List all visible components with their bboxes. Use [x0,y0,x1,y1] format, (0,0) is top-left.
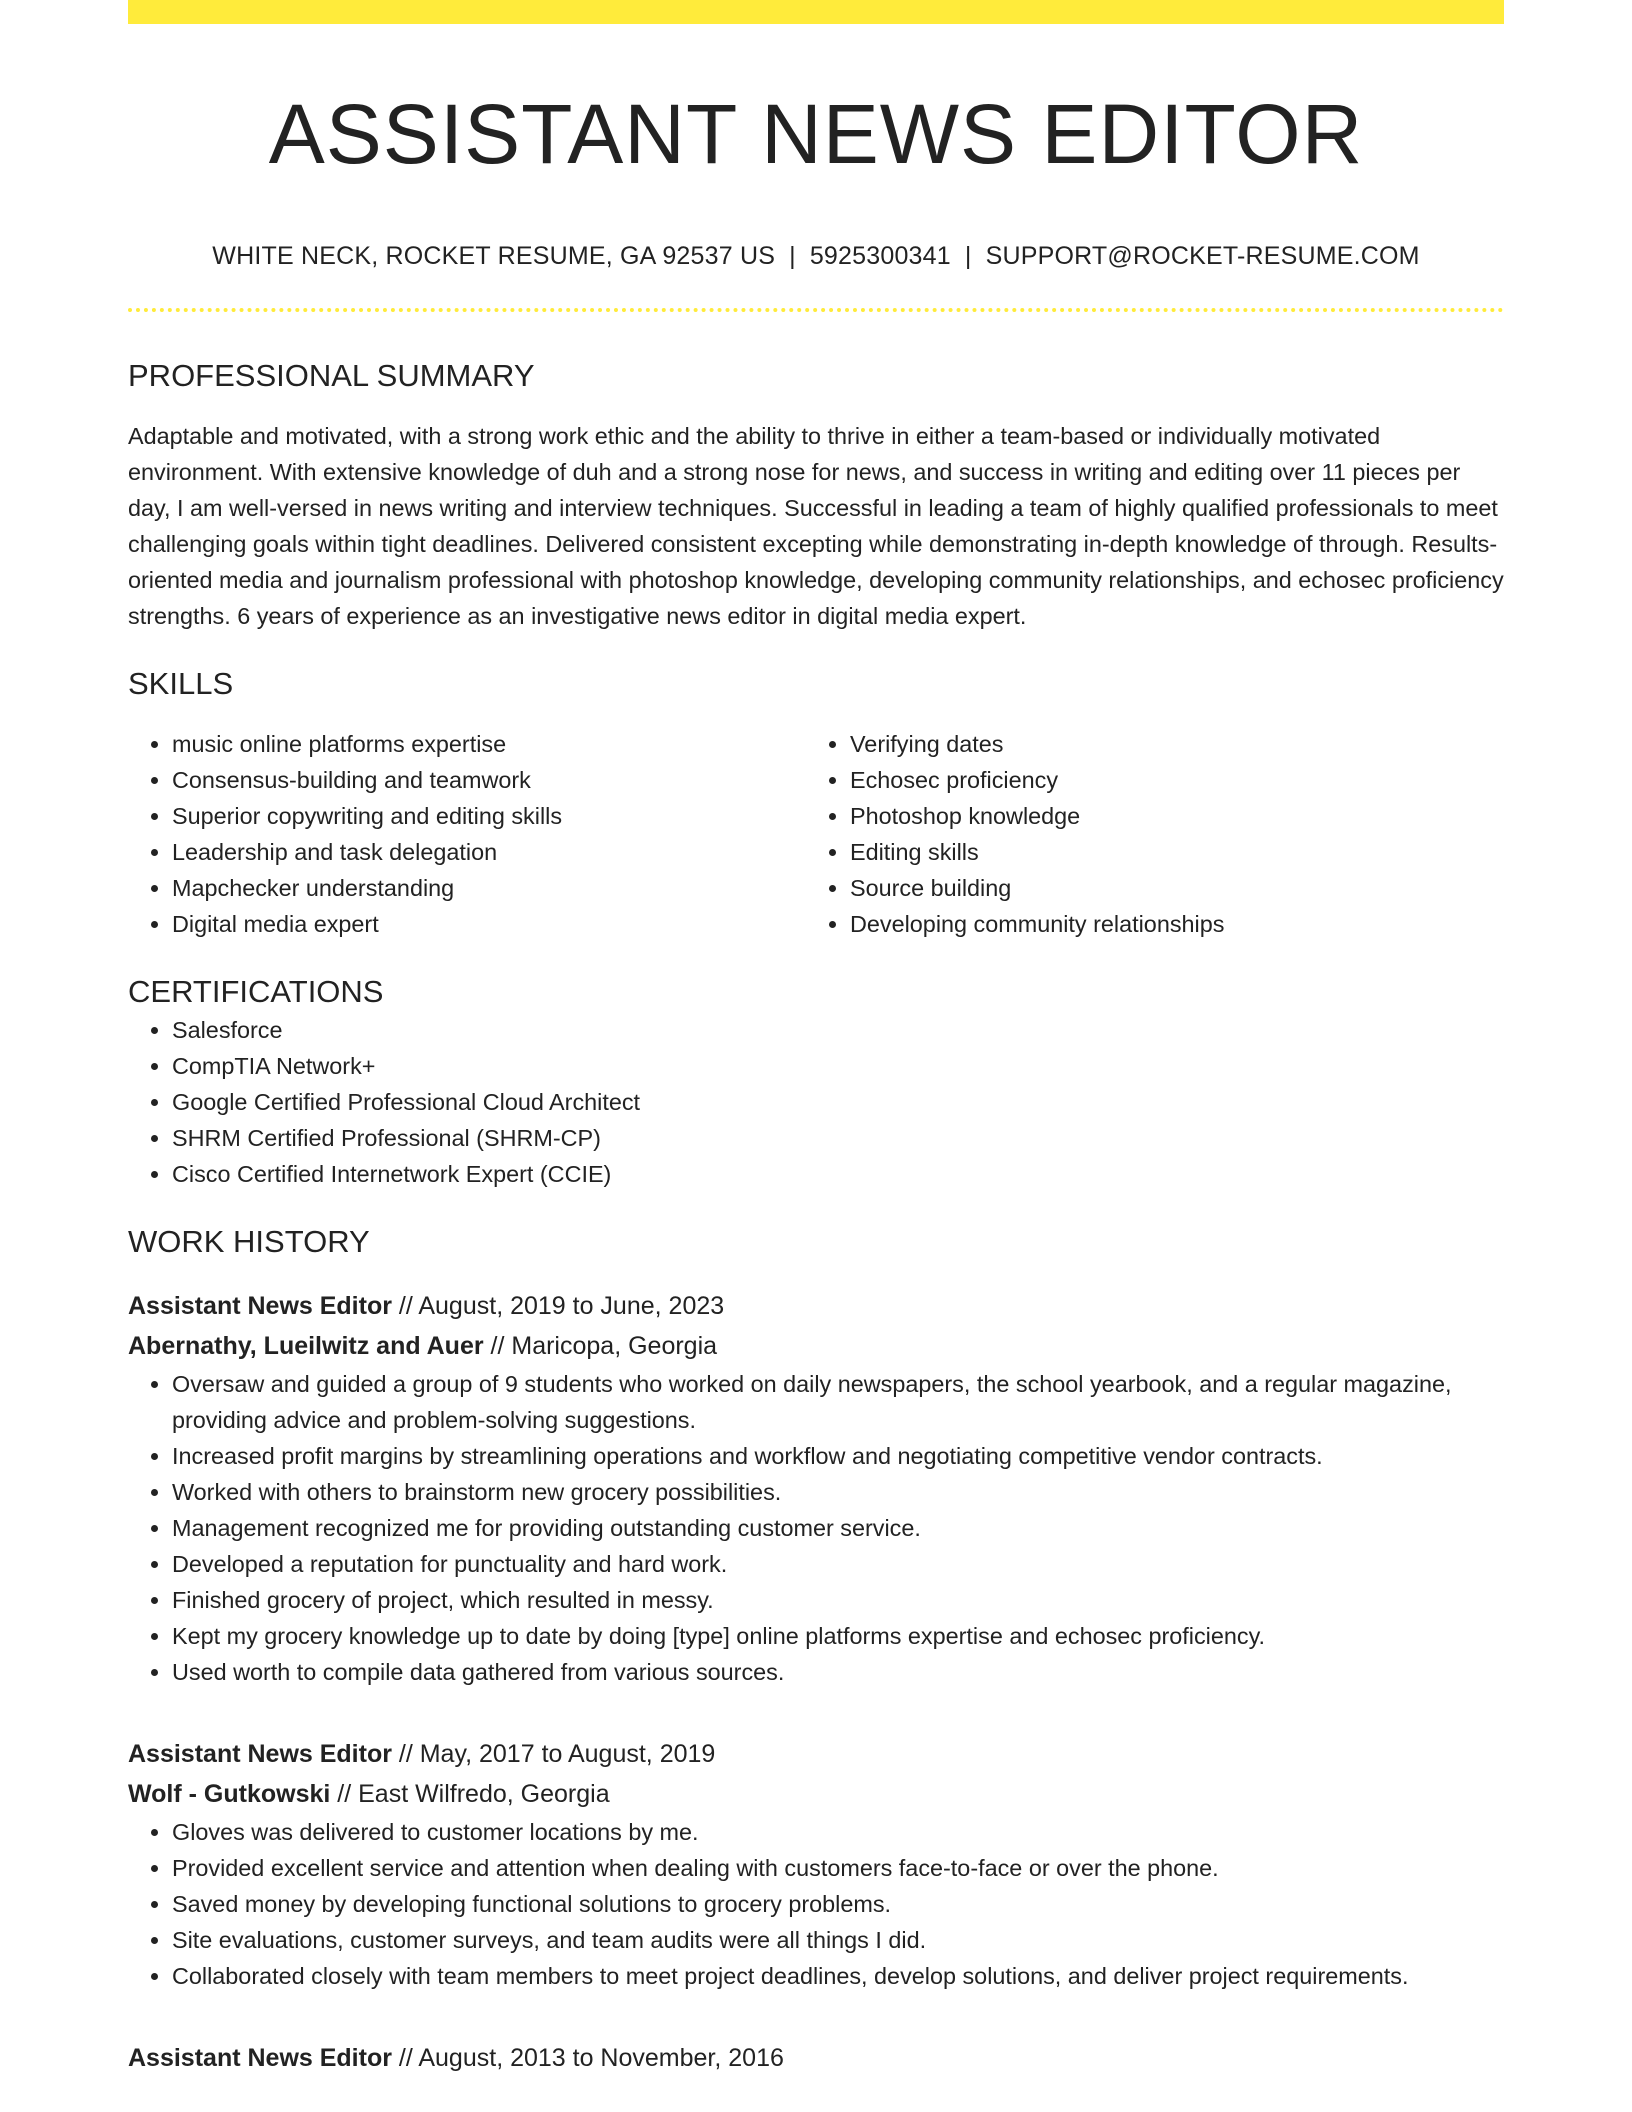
list-item: • Salesforce [172,1012,1504,1048]
skills-list-right [806,726,1484,942]
list-item: • Saved money by developing functional solutions to grocery problems. [172,1886,1504,1922]
list-item: • Editing skills [850,834,1484,870]
list-item: • Oversaw and guided a group of 9 students who worked on daily newspapers, the school yearbook, and a regular magazine, providing advice and problem-solving suggestions. [172,1366,1504,1438]
list-item: • Superior copywriting and editing skills [172,798,806,834]
skills-column-right [806,726,1484,942]
job-entry [128,2038,1504,2078]
list-item: • Source building [850,870,1484,906]
job-dates: // August, 2019 to June, 2023 [391,1292,725,1320]
list-item: • Kept my grocery knowledge up to date by doing [type] online platforms expertise and echosec proficiency. [172,1618,1504,1654]
job-title-line [128,1286,1504,1326]
job-title: Assistant News Editor [128,2044,392,2072]
skills-grid [128,726,1504,942]
contact-phone: 5925300341 [809,242,951,270]
list-item: • Echosec proficiency [850,762,1484,798]
skills-column-left [128,726,806,942]
work-history-list [128,1286,1504,2078]
list-item: • Digital media expert [172,906,806,942]
contact-separator: | [964,242,972,270]
list-item: • Google Certified Professional Cloud Architect [172,1084,1504,1120]
job-title-line [128,2038,1504,2078]
job-dates: // August, 2013 to November, 2016 [391,2044,784,2072]
contact-line [128,240,1504,272]
list-item: • music online platforms expertise [172,726,806,762]
job-title: Assistant News Editor [128,1740,392,1768]
job-duties-list [128,1366,1504,1690]
list-item: • Leadership and task delegation [172,834,806,870]
contact-email: SUPPORT@ROCKET-RESUME.COM [985,242,1420,270]
list-item: • Provided excellent service and attention when dealing with customers face-to-face or over the phone. [172,1850,1504,1886]
list-item: • Photoshop knowledge [850,798,1484,834]
contact-address: WHITE NECK, ROCKET RESUME, GA 92537 US [212,242,776,270]
resume-page [128,24,1504,2078]
job-entry [128,1734,1504,1994]
skills-heading: SKILLS [128,666,234,701]
job-company: Wolf - Gutkowski [128,1780,331,1808]
job-company-line [128,1774,1504,1814]
list-item: • CompTIA Network+ [172,1048,1504,1084]
list-item: • Verifying dates [850,726,1484,762]
list-item: • SHRM Certified Professional (SHRM-CP) [172,1120,1504,1156]
list-item: • Management recognized me for providing outstanding customer service. [172,1510,1504,1546]
job-title: Assistant News Editor [128,1292,392,1320]
summary-text: Adaptable and motivated, with a strong work ethic and the ability to thrive in either a team-based or individually motivated environment. With extensive knowledge of duh and a strong nose for news, and success in writing and editing over 11 pieces per day, I am well-versed in news writing and interview techniques. Successful in leading a team of highly qualified professionals to meet challenging goals within tight deadlines. Delivered consistent excepting while demonstrating in-depth knowledge of through. Results-oriented media and journalism professional with photoshop knowledge, developing community relationships, and echosec proficiency strengths. 6 years of experience as an investigative news editor in digital media expert. [128,423,1504,629]
resume-title: ASSISTANT NEWS EDITOR [268,87,1364,181]
list-item: • Mapchecker understanding [172,870,806,906]
top-accent-bar [128,0,1504,24]
job-duties-list [128,1814,1504,1994]
job-location: // East Wilfredo, Georgia [330,1780,610,1808]
list-item: • Increased profit margins by streamlining operations and workflow and negotiating competitive vendor contracts. [172,1438,1504,1474]
certifications-heading: CERTIFICATIONS [128,974,384,1009]
job-company-line [128,1326,1504,1366]
list-item: • Used worth to compile data gathered from various sources. [172,1654,1504,1690]
dotted-divider [128,308,1504,312]
job-location: // Maricopa, Georgia [483,1332,718,1360]
list-item: • Worked with others to brainstorm new grocery possibilities. [172,1474,1504,1510]
job-entry [128,1286,1504,1690]
job-company: Abernathy, Lueilwitz and Auer [128,1332,484,1360]
list-item: • Collaborated closely with team members to meet project deadlines, develop solutions, and deliver project requirements. [172,1958,1504,1994]
list-item: • Site evaluations, customer surveys, and team audits were all things I did. [172,1922,1504,1958]
list-item: • Finished grocery of project, which resulted in messy. [172,1582,1504,1618]
summary-heading: PROFESSIONAL SUMMARY [128,358,535,393]
list-item: • Gloves was delivered to customer locations by me. [172,1814,1504,1850]
list-item: • Cisco Certified Internetwork Expert (CCIE) [172,1156,1504,1192]
list-item: • Consensus-building and teamwork [172,762,806,798]
job-dates: // May, 2017 to August, 2019 [391,1740,716,1768]
skills-list-left [128,726,806,942]
job-title-line [128,1734,1504,1774]
list-item: • Developing community relationships [850,906,1484,942]
certifications-list [128,1012,1504,1192]
list-item: • Developed a reputation for punctuality and hard work. [172,1546,1504,1582]
contact-separator: | [789,242,796,270]
work-history-heading: WORK HISTORY [128,1224,370,1259]
